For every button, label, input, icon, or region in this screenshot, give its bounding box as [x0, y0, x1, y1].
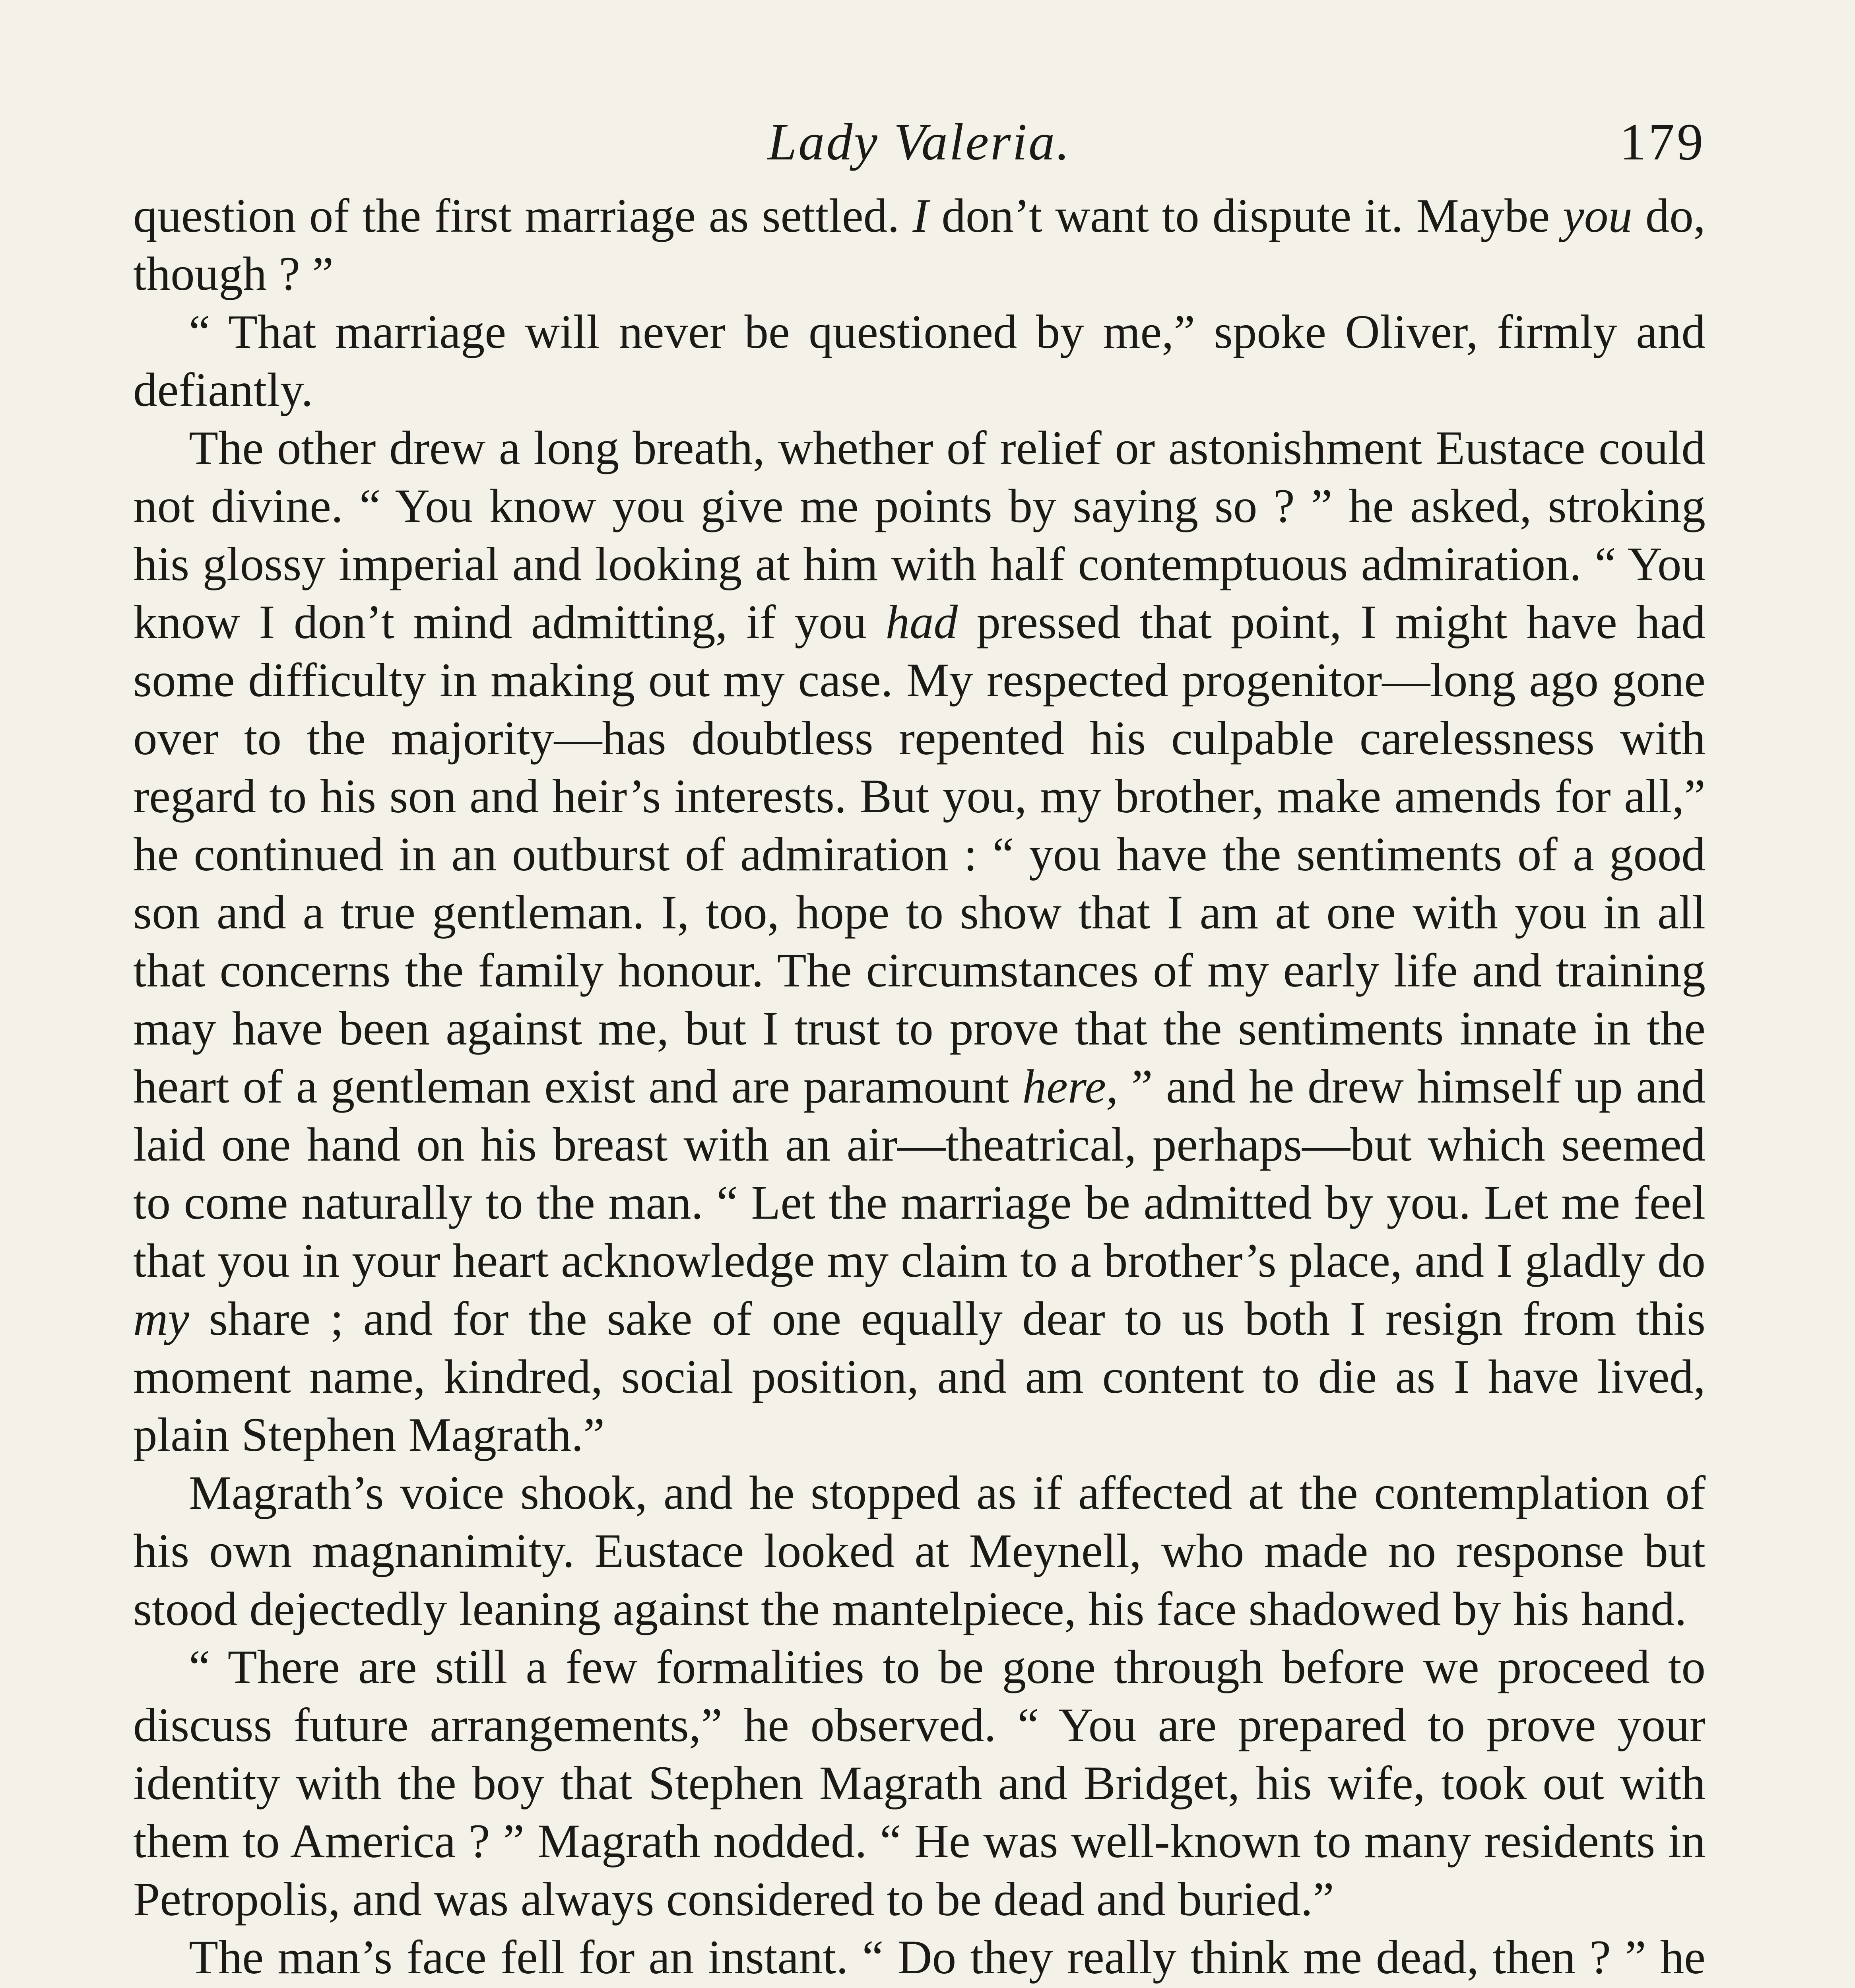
- italic-text: here,: [1022, 1060, 1118, 1113]
- paragraph: [133, 1638, 1706, 1928]
- running-header: [133, 99, 1706, 179]
- text-run: pressed that point, I might have had some difficulty in making out my case. My respected progenitor—long ago gone over to the majority—has doubtless repented his culpable carelessness with regard to his son and heir’s interests. But you, my brother, make amends for all,” he continued in an outburst of admiration : “ you have the sentiments of a good son and a true gentleman. I, too, hope to show that I am at one with you in all that concerns the family honour. The circumstances of my early life and training may have been against me, but I trust to prove that the sentiments innate in the heart of a gentleman exist and are paramount: [133, 596, 1706, 1113]
- text-run: do, though ? ”: [133, 189, 1706, 301]
- text-run: “ That marriage will never be questioned by me,” spoke Oliver, firmly and defiantly.: [133, 305, 1706, 417]
- text-run: The man’s face fell for an instant. “ Do they really think me dead, then ? ” he: [189, 1931, 1706, 1984]
- body-text: [133, 187, 1706, 1988]
- italic-text: you: [1563, 189, 1632, 243]
- running-title: Lady Valeria.: [767, 113, 1071, 171]
- paragraph: [133, 1464, 1706, 1638]
- italic-text: my: [133, 1292, 190, 1345]
- book-page: [133, 99, 1706, 1988]
- text-run: “ There are still a few formalities to be gone through before we proceed to discuss future arrangements,” he observed. “ You are prepared to prove your identity with the boy that Stephen Magrath and Bridget, his wife, took out with them to America ? ” Magrath nodded. “ He was well-known to many residents in Petropolis, and was always considered to be dead and buried.”: [133, 1640, 1706, 1926]
- italic-text: had: [885, 596, 958, 649]
- paragraph: [133, 187, 1706, 303]
- text-run: question of the first marriage as settled.: [133, 189, 913, 243]
- text-run: The other drew a long breath, whether of relief or astonishment Eustace could not divine. “ You know you give me points by saying so ? ” he asked, stroking his glossy imperial and looking at him with half contemptuous admiration. “ You know I don’t mind admitting, if you: [133, 421, 1706, 649]
- text-run: Magrath’s voice shook, and he stopped as if affected at the contemplation of his own magnanimity. Eustace looked at Meynell, who made no response but stood dejectedly leaning against the mantelpiece, his face shadowed by his hand.: [133, 1466, 1706, 1636]
- paragraph: [133, 1928, 1706, 1988]
- paragraph: [133, 419, 1706, 1464]
- text-run: share ; and for the sake of one equally dear to us both I resign from this moment name, kindred, social position, and am content to die as I have lived, plain Stephen Magrath.”: [133, 1292, 1706, 1462]
- page-number: 179: [1620, 113, 1706, 171]
- italic-text: I: [912, 189, 929, 243]
- text-run: ” and he drew himself up and laid one hand on his breast with an air—theatrical, perhaps—but which seemed to come naturally to the man. “ Let the marriage be admitted by you. Let me feel that you in your heart acknowledge my claim to a brother’s place, and I gladly do: [133, 1060, 1706, 1287]
- paragraph: [133, 303, 1706, 419]
- text-run: don’t want to dispute it. Maybe: [928, 189, 1563, 243]
